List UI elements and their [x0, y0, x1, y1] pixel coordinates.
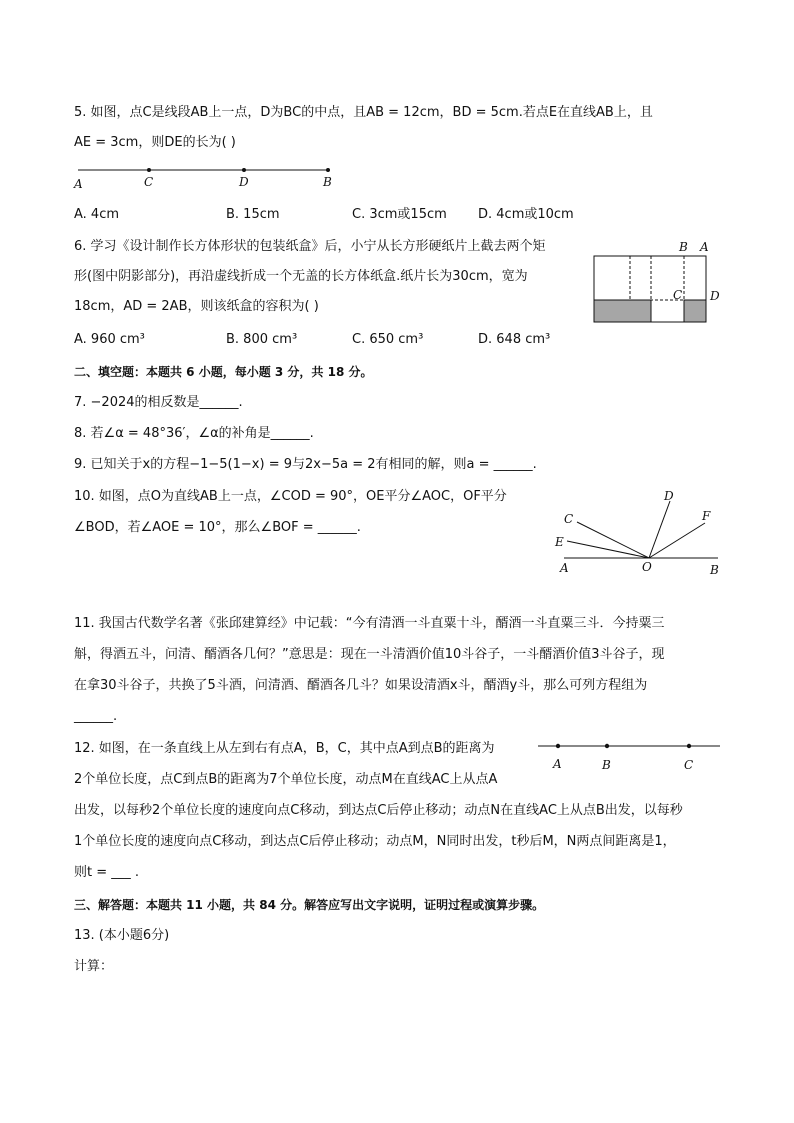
q6-label-c: C	[673, 288, 683, 302]
q10-label-b: B	[710, 563, 719, 577]
q5-option-a[interactable]: A. 4cm	[74, 207, 120, 222]
q12-label-b: B	[602, 758, 611, 772]
q6-label-b: B	[679, 240, 688, 254]
q10-line1: 10. 如图，点O为直线AB上一点，∠COD = 90°，OE平分∠AOC，OF平分	[74, 489, 507, 504]
section3-heading: 三、解答题：本题共 11 小题，共 84 分。解答应写出文字说明，证明过程或演算步骤。	[74, 898, 545, 912]
q12-line2: 2个单位长度，点C到点B的距离为7个单位长度，动点M在直线AC上从点A	[74, 772, 498, 787]
q5-label-d: D	[239, 175, 249, 189]
q6-label-d: D	[710, 289, 720, 303]
q5-option-c[interactable]: C. 3cm或15cm	[352, 207, 447, 222]
q11-line3: 在拿30斗谷子，共换了5斗酒，问清酒、醑酒各几斗？如果设清酒x斗，醑酒y斗，那么可列方程组为	[74, 678, 648, 693]
q12-label-c: C	[684, 758, 694, 772]
q5-label-c: C	[144, 175, 154, 189]
q6-option-d[interactable]: D. 648 cm³	[478, 332, 551, 347]
q6-line3: 18cm，AD = 2AB，则该纸盒的容积为( )	[74, 299, 319, 314]
q11-line1: 11. 我国古代数学名著《张邱建算经》中记载：“今有清酒一斗直粟十斗，醑酒一斗直粟三斗．今持粟三	[74, 616, 665, 631]
q12-line4: 1个单位长度的速度向点C移动，到达点C后停止移动；动点M，N同时出发，t秒后M，N两点间距离是1，	[74, 834, 676, 849]
q10-label-e: E	[555, 535, 564, 549]
q5-option-b[interactable]: B. 15cm	[226, 207, 280, 222]
q12-label-a: A	[553, 757, 562, 771]
q5-line2: AE = 3cm，则DE的长为( )	[74, 135, 236, 150]
q10-label-o: O	[642, 560, 652, 574]
q8-text: 8. 若∠α = 48°36′，∠α的补角是______.	[74, 426, 314, 441]
q10-label-a: A	[560, 561, 569, 575]
q6-line2: 形(图中阴影部分)，再沿虚线折成一个无盖的长方体纸盒.纸片长为30cm，宽为	[74, 269, 528, 284]
q6-line1: 6. 学习《设计制作长方体形状的包装纸盒》后，小宁从长方形硬纸片上截去两个矩	[74, 239, 546, 254]
q5-label-a: A	[74, 177, 83, 191]
q6-box-figure	[586, 238, 726, 328]
q5-line1: 5. 如图，点C是线段AB上一点，D为BC的中点，且AB = 12cm，BD = 5cm.若点E在直线AB上，且	[74, 105, 653, 120]
q9-text: 9. 已知关于x的方程−1−5(1−x) = 9与2x−5a = 2有相同的解，则a = ______.	[74, 457, 537, 472]
q10-line2: ∠BOD，若∠AOE = 10°，那么∠BOF = ______.	[74, 520, 361, 535]
q10-label-d: D	[664, 489, 674, 503]
q5-segment-figure	[70, 160, 350, 196]
q13-prompt: 计算：	[74, 959, 114, 974]
q6-option-b[interactable]: B. 800 cm³	[226, 332, 298, 347]
q10-angle-figure	[550, 486, 730, 582]
q6-option-c[interactable]: C. 650 cm³	[352, 332, 424, 347]
q5-label-b: B	[323, 175, 332, 189]
q11-line4: ______.	[74, 709, 118, 724]
q12-numberline-figure	[534, 738, 724, 774]
q5-option-d[interactable]: D. 4cm或10cm	[478, 207, 574, 222]
q13-title: 13. (本小题6分)	[74, 928, 170, 943]
q6-option-a[interactable]: A. 960 cm³	[74, 332, 145, 347]
q12-line5: 则t = ___ .	[74, 865, 140, 880]
q7-text: 7. −2024的相反数是______.	[74, 395, 243, 410]
section2-heading: 二、填空题：本题共 6 小题，每小题 3 分，共 18 分。	[74, 365, 373, 379]
q6-label-a: A	[700, 240, 709, 254]
q11-line2: 斛，得酒五斗，问清、醑酒各几何？”意思是：现在一斗清酒价值10斗谷子，一斗醑酒价值3斗谷子，现	[74, 647, 665, 662]
q12-line1: 12. 如图，在一条直线上从左到右有点A，B，C，其中点A到点B的距离为	[74, 741, 495, 756]
q10-label-c: C	[564, 512, 574, 526]
q10-label-f: F	[702, 509, 711, 523]
q12-line3: 出发，以每秒2个单位长度的速度向点C移动，到达点C后停止移动；动点N在直线AC上从点B出发，以每秒	[74, 803, 683, 818]
